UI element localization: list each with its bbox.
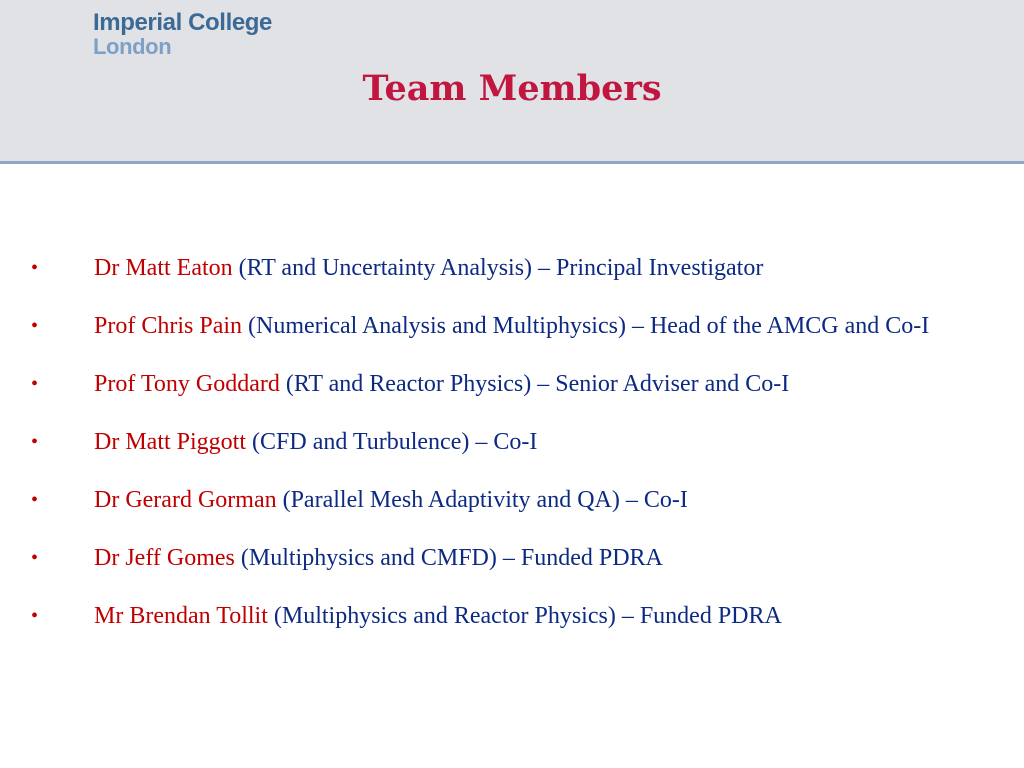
list-item [0,533,1024,583]
list-item [0,243,1024,293]
member-name: Dr Gerard Gorman [94,487,277,513]
member-name: Prof Chris Pain [94,313,243,339]
member-description: (Numerical Analysis and Multiphysics) – Head of the AMCG and Co-I [242,313,930,339]
slide-title: Team Members [362,68,662,109]
logo-line-2: London [93,34,172,59]
bullet-icon: • [31,373,39,395]
member-description: (RT and Reactor Physics) – Senior Adviser and Co-I [279,371,790,397]
bullet-icon: • [31,315,39,337]
member-description: (Multiphysics and Reactor Physics) – Funded PDRA [267,603,782,629]
slide-header [0,0,1024,164]
member-description: (Parallel Mesh Adaptivity and QA) – Co-I [276,487,688,513]
list-item [0,301,1024,351]
member-name: Prof Tony Goddard [94,371,280,397]
member-name: Dr Jeff Gomes [94,545,235,571]
bullet-icon: • [31,547,39,569]
team-member-list [0,243,1024,649]
member-description: (RT and Uncertainty Analysis) – Principal Investigator [232,255,764,281]
member-name: Dr Matt Piggott [94,429,247,455]
bullet-icon: • [31,605,39,627]
list-item [0,591,1024,641]
member-name: Dr Matt Eaton [94,255,233,281]
member-description: (Multiphysics and CMFD) – Funded PDRA [234,545,663,571]
list-item [0,417,1024,467]
list-item [0,359,1024,409]
bullet-icon: • [31,489,39,511]
imperial-college-logo [93,11,272,59]
member-description: (CFD and Turbulence) – Co-I [246,429,538,455]
bullet-icon: • [31,257,39,279]
list-item [0,475,1024,525]
member-name: Mr Brendan Tollit [94,603,268,629]
bullet-icon: • [31,431,39,453]
logo-line-1: Imperial College [93,9,272,36]
